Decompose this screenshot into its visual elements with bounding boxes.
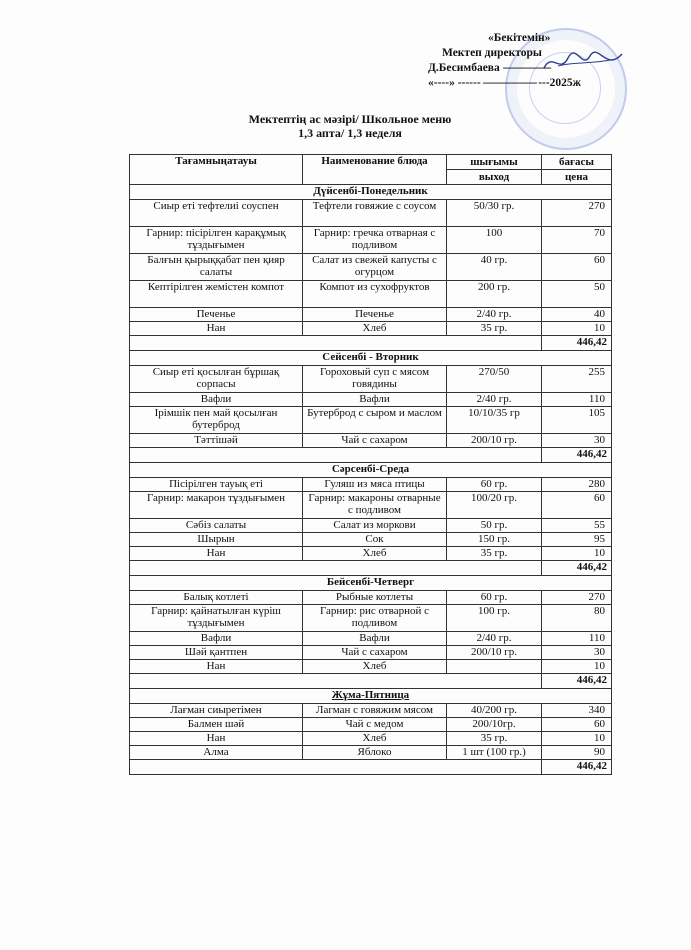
title-line-1: Мектептің ас мәзірі/ Школьное меню <box>248 112 452 126</box>
dish-name-kz: Гарнир: макарон тұздығымен <box>130 492 303 519</box>
dish-name-kz: Балық котлеті <box>130 591 303 605</box>
day-total-row <box>130 674 612 689</box>
dish-yield: 35 гр. <box>447 547 542 561</box>
dish-name-kz: Кептірілген жемістен компот <box>130 281 303 308</box>
menu-table <box>129 154 612 775</box>
dish-name-ru: Гуляш из мяса птицы <box>303 478 447 492</box>
day-heading: Бейсенбі-Четверг <box>130 576 612 591</box>
dish-yield: 200/10 гр. <box>447 646 542 660</box>
menu-item-row <box>130 533 612 547</box>
menu-item-row <box>130 200 612 227</box>
dish-name-kz: Шырын <box>130 533 303 547</box>
dish-price: 105 <box>542 407 612 434</box>
dish-price: 110 <box>542 393 612 407</box>
day-total: 446,42 <box>542 336 612 351</box>
dish-name-kz: Шәй қантпен <box>130 646 303 660</box>
dish-yield: 200 гр. <box>447 281 542 308</box>
dish-price: 10 <box>542 322 612 336</box>
day-row <box>130 463 612 478</box>
day-total-row <box>130 448 612 463</box>
dish-name-ru: Компот из сухофруктов <box>303 281 447 308</box>
menu-item-row <box>130 746 612 760</box>
dish-yield: 35 гр. <box>447 322 542 336</box>
dish-price: 95 <box>542 533 612 547</box>
dish-yield: 60 гр. <box>447 591 542 605</box>
dish-yield: 100/20 гр. <box>447 492 542 519</box>
dish-name-ru: Салат из моркови <box>303 519 447 533</box>
menu-item-row <box>130 434 612 448</box>
menu-item-row <box>130 660 612 674</box>
header-kz-name: Тағамныңатауы <box>130 155 303 185</box>
dish-name-ru: Хлеб <box>303 660 447 674</box>
dish-name-kz: Нан <box>130 322 303 336</box>
dish-name-ru: Печенье <box>303 308 447 322</box>
menu-item-row <box>130 732 612 746</box>
dish-price: 280 <box>542 478 612 492</box>
dish-price: 70 <box>542 227 612 254</box>
dish-price: 90 <box>542 746 612 760</box>
dish-yield: 10/10/35 гр <box>447 407 542 434</box>
dish-name-ru: Бутерброд с сыром и маслом <box>303 407 447 434</box>
day-total: 446,42 <box>542 760 612 775</box>
dish-name-ru: Гарнир: рис отварной с подливом <box>303 605 447 632</box>
dish-name-ru: Вафли <box>303 632 447 646</box>
dish-name-kz: Ірімшік пен май қосылған бутерброд <box>130 407 303 434</box>
dish-name-ru: Чай с сахаром <box>303 646 447 660</box>
dish-yield: 200/10гр. <box>447 718 542 732</box>
menu-item-row <box>130 646 612 660</box>
day-total: 446,42 <box>542 674 612 689</box>
dish-yield: 2/40 гр. <box>447 632 542 646</box>
total-blank-cell <box>130 760 542 775</box>
dish-name-ru: Хлеб <box>303 547 447 561</box>
dish-name-kz: Балмен шәй <box>130 718 303 732</box>
approval-position: Мектеп директоры <box>442 47 542 59</box>
header-price-kz: бағасы <box>542 155 612 170</box>
dish-name-kz: Тәттішәй <box>130 434 303 448</box>
dish-name-kz: Нан <box>130 547 303 561</box>
page-title <box>120 112 580 140</box>
dish-price: 10 <box>542 660 612 674</box>
menu-item-row <box>130 478 612 492</box>
dish-yield: 1 шт (100 гр.) <box>447 746 542 760</box>
total-blank-cell <box>130 674 542 689</box>
dish-price: 55 <box>542 519 612 533</box>
dish-price: 110 <box>542 632 612 646</box>
dish-name-kz: Гарнир: пісірілген карақұмық тұздығымен <box>130 227 303 254</box>
dish-name-ru: Чай с сахаром <box>303 434 447 448</box>
dish-yield: 270/50 <box>447 366 542 393</box>
menu-item-row <box>130 519 612 533</box>
header-yield-ru: выход <box>447 170 542 185</box>
dish-yield: 40/200 гр. <box>447 704 542 718</box>
dish-name-ru: Чай с медом <box>303 718 447 732</box>
dish-price: 270 <box>542 200 612 227</box>
dish-price: 270 <box>542 591 612 605</box>
dish-name-kz: Нан <box>130 732 303 746</box>
total-blank-cell <box>130 336 542 351</box>
menu-item-row <box>130 308 612 322</box>
dish-price: 340 <box>542 704 612 718</box>
dish-price: 10 <box>542 732 612 746</box>
dish-name-kz: Лағман сиыретімен <box>130 704 303 718</box>
day-heading: Дүйсенбі-Понедельник <box>130 185 612 200</box>
day-total-row <box>130 760 612 775</box>
dish-name-ru: Тефтели говяжие с соусом <box>303 200 447 227</box>
dish-name-kz: Печенье <box>130 308 303 322</box>
day-row <box>130 185 612 200</box>
header-yield-kz: шығымы <box>447 155 542 170</box>
approval-block: «Бекітемін» Мектеп директоры Д.Бесимбаева ----------------- «----» ------ ------------------- ---2025ж <box>428 31 618 91</box>
day-heading: Сейсенбі - Вторник <box>130 351 612 366</box>
dish-yield: 60 гр. <box>447 478 542 492</box>
menu-item-row <box>130 718 612 732</box>
dish-name-ru: Салат из свежей капусты с огурцом <box>303 254 447 281</box>
dish-name-ru: Хлеб <box>303 322 447 336</box>
dish-name-ru: Вафли <box>303 393 447 407</box>
menu-item-row <box>130 605 612 632</box>
day-total-row <box>130 561 612 576</box>
day-heading: Жұма-Пятница <box>130 689 612 704</box>
dish-name-ru: Гарнир: макароны отварные с подливом <box>303 492 447 519</box>
dish-price: 60 <box>542 492 612 519</box>
menu-item-row <box>130 227 612 254</box>
day-total: 446,42 <box>542 448 612 463</box>
total-blank-cell <box>130 448 542 463</box>
dish-name-kz: Пісірілген тауық еті <box>130 478 303 492</box>
menu-item-row <box>130 393 612 407</box>
menu-item-row <box>130 254 612 281</box>
dish-price: 255 <box>542 366 612 393</box>
dish-name-ru: Рыбные котлеты <box>303 591 447 605</box>
day-total-row <box>130 336 612 351</box>
dish-name-ru: Хлеб <box>303 732 447 746</box>
day-heading: Сәрсенбі-Среда <box>130 463 612 478</box>
dish-yield: 200/10 гр. <box>447 434 542 448</box>
dish-price: 40 <box>542 308 612 322</box>
day-row <box>130 576 612 591</box>
dish-name-kz: Сиыр еті қосылған бұршақ сорпасы <box>130 366 303 393</box>
dish-yield: 100 гр. <box>447 605 542 632</box>
dish-name-kz: Балғын қырыққабат пен қияр салаты <box>130 254 303 281</box>
menu-item-row <box>130 281 612 308</box>
title-line-2: 1,3 апта/ 1,3 неделя <box>298 126 402 140</box>
menu-item-row <box>130 322 612 336</box>
menu-item-row <box>130 591 612 605</box>
menu-item-row <box>130 407 612 434</box>
menu-item-row <box>130 366 612 393</box>
approval-director-name: Д.Бесимбаева <box>428 62 500 74</box>
dish-name-kz: Гарнир: қайнатылған күріш тұздығымен <box>130 605 303 632</box>
dish-price: 60 <box>542 254 612 281</box>
menu-item-row <box>130 704 612 718</box>
dish-yield: 50/30 гр. <box>447 200 542 227</box>
dish-yield <box>447 660 542 674</box>
dish-name-ru: Гороховый суп с мясом говядины <box>303 366 447 393</box>
dish-name-ru: Гарнир: гречка отварная с подливом <box>303 227 447 254</box>
dish-name-kz: Нан <box>130 660 303 674</box>
dish-yield: 150 гр. <box>447 533 542 547</box>
dish-price: 30 <box>542 646 612 660</box>
approval-date-prefix: «----» ------ <box>428 77 481 89</box>
day-row <box>130 689 612 704</box>
dish-name-ru: Лагман с говяжим мясом <box>303 704 447 718</box>
dish-yield: 40 гр. <box>447 254 542 281</box>
menu-item-row <box>130 492 612 519</box>
day-total: 446,42 <box>542 561 612 576</box>
dish-name-kz: Вафли <box>130 393 303 407</box>
dish-yield: 2/40 гр. <box>447 308 542 322</box>
menu-item-row <box>130 547 612 561</box>
dish-price: 50 <box>542 281 612 308</box>
dish-name-ru: Сок <box>303 533 447 547</box>
dish-name-kz: Вафли <box>130 632 303 646</box>
header-price-ru: цена <box>542 170 612 185</box>
dish-name-kz: Сәбіз салаты <box>130 519 303 533</box>
dish-name-kz: Алма <box>130 746 303 760</box>
dish-name-ru: Яблоко <box>303 746 447 760</box>
dish-yield: 2/40 гр. <box>447 393 542 407</box>
dish-price: 30 <box>542 434 612 448</box>
approval-date-year: ---2025ж <box>538 77 582 89</box>
dish-yield: 50 гр. <box>447 519 542 533</box>
dish-name-kz: Сиыр еті тефтелиі соуспен <box>130 200 303 227</box>
dish-price: 80 <box>542 605 612 632</box>
dish-yield: 35 гр. <box>447 732 542 746</box>
approval-heading: «Бекітемін» <box>488 32 551 44</box>
dish-price: 10 <box>542 547 612 561</box>
dish-yield: 100 <box>447 227 542 254</box>
menu-body <box>130 185 612 775</box>
total-blank-cell <box>130 561 542 576</box>
menu-item-row <box>130 632 612 646</box>
day-row <box>130 351 612 366</box>
dish-price: 60 <box>542 718 612 732</box>
header-ru-name: Наименование блюда <box>303 155 447 185</box>
